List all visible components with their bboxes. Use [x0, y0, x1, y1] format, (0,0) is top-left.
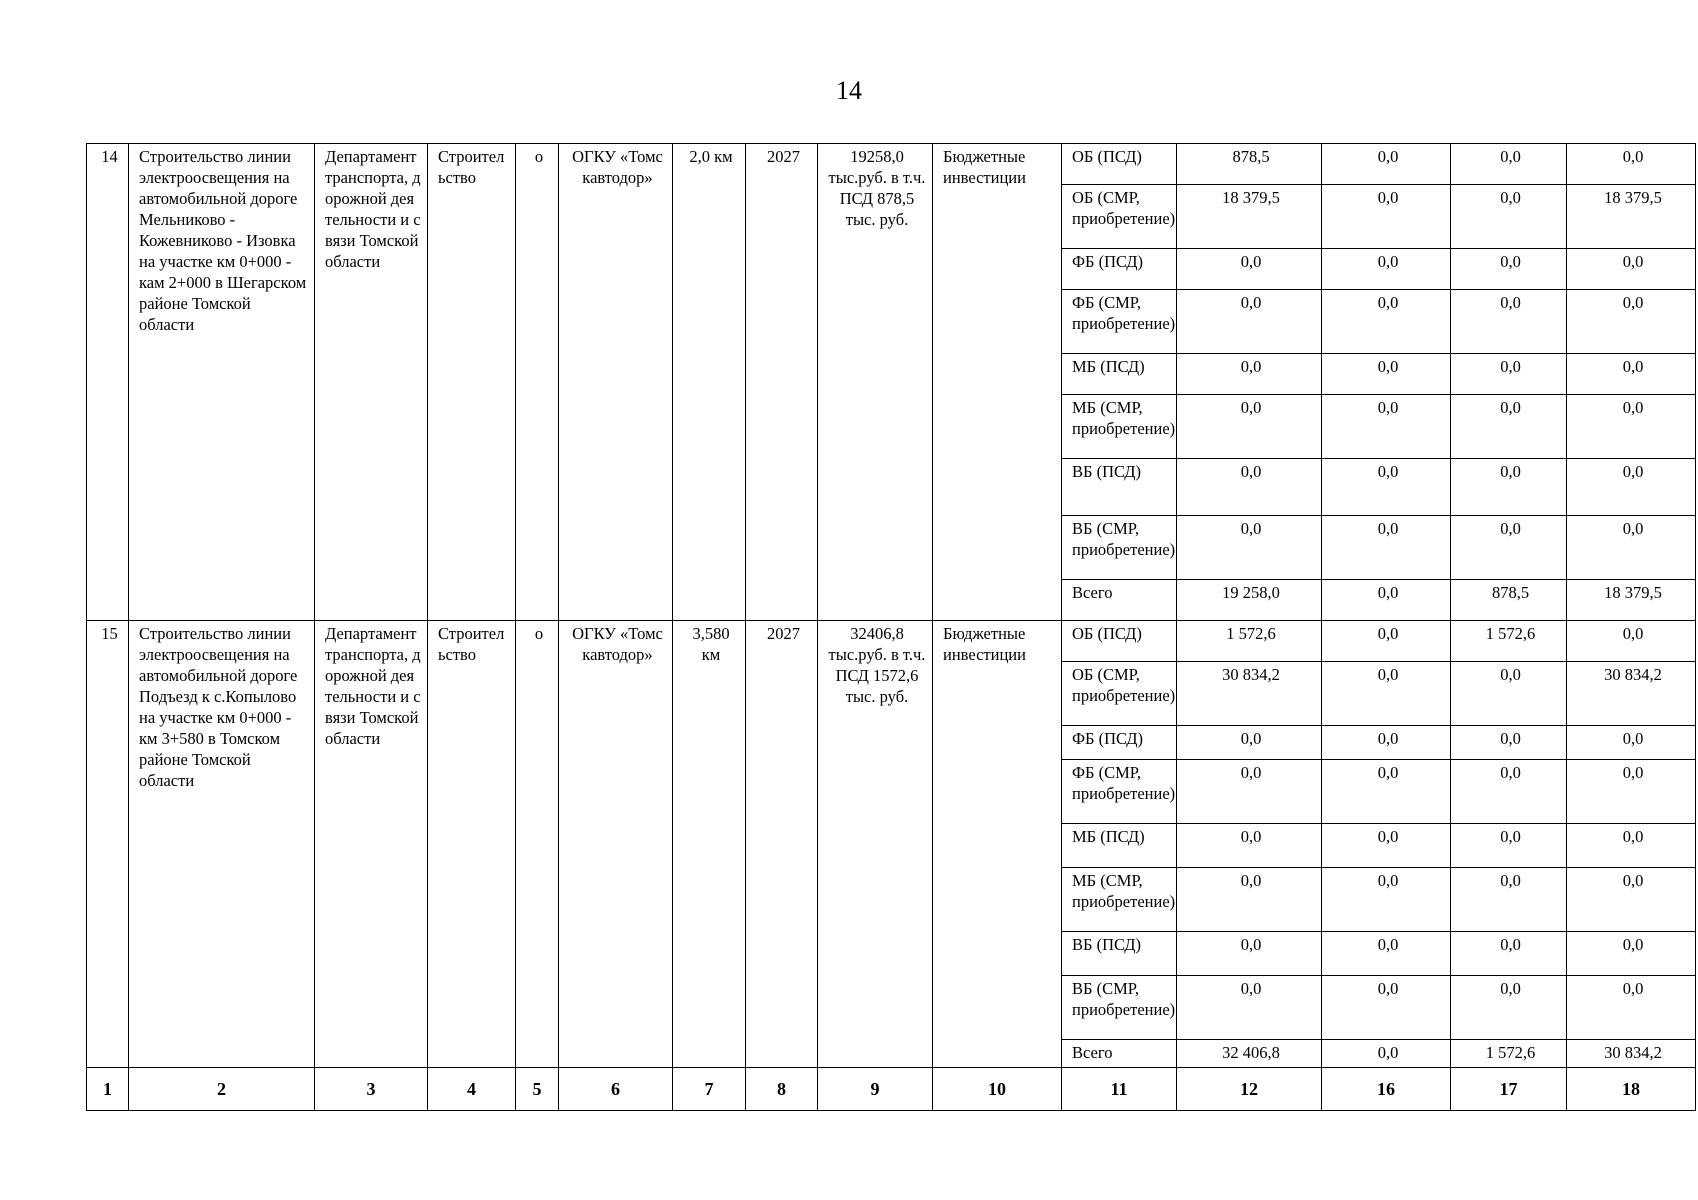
value-col-12: 0,0 — [1177, 976, 1322, 1040]
value-col-18: 30 834,2 — [1567, 662, 1696, 726]
value-col-17: 0,0 — [1451, 760, 1567, 824]
value-col-18: 0,0 — [1567, 760, 1696, 824]
value-col-16: 0,0 — [1322, 932, 1451, 976]
value-col-16: 0,0 — [1322, 976, 1451, 1040]
value-col-18: 0,0 — [1567, 976, 1696, 1040]
work-type: Строительство — [428, 144, 516, 621]
value-col-16: 0,0 — [1322, 726, 1451, 760]
investment-form: Бюджетные инвестиции — [933, 144, 1062, 621]
value-col-16: 0,0 — [1322, 395, 1451, 459]
funding-source: ВБ (ПСД) — [1062, 932, 1177, 976]
value-col-18: 0,0 — [1567, 726, 1696, 760]
funding-source: Всего — [1062, 580, 1177, 621]
value-col-18: 0,0 — [1567, 621, 1696, 662]
capacity: 3,580 км — [673, 621, 746, 1068]
value-col-12: 0,0 — [1177, 290, 1322, 354]
funding-source: ФБ (СМР, приобретение) — [1062, 760, 1177, 824]
value-col-16: 0,0 — [1322, 516, 1451, 580]
column-number: 5 — [516, 1068, 559, 1111]
value-col-12: 0,0 — [1177, 459, 1322, 516]
value-col-12: 30 834,2 — [1177, 662, 1322, 726]
value-col-16: 0,0 — [1322, 354, 1451, 395]
value-col-17: 0,0 — [1451, 824, 1567, 868]
object-name: Строительство линии электроосвещения на автомобильной дороге Подъезд к с.Копылово на участке км 0+000 - км 3+580 в Томском районе Томской области — [129, 621, 315, 1068]
column-number: 6 — [559, 1068, 673, 1111]
investment-table — [86, 143, 1696, 1111]
value-col-17: 0,0 — [1451, 662, 1567, 726]
value-col-17: 0,0 — [1451, 976, 1567, 1040]
value-col-12: 0,0 — [1177, 760, 1322, 824]
value-col-12: 0,0 — [1177, 516, 1322, 580]
investment-form: Бюджетные инвестиции — [933, 621, 1062, 1068]
funding-source: ВБ (СМР, приобретение) — [1062, 516, 1177, 580]
value-col-12: 32 406,8 — [1177, 1040, 1322, 1068]
funding-source: МБ (ПСД) — [1062, 354, 1177, 395]
value-col-17: 0,0 — [1451, 932, 1567, 976]
value-col-16: 0,0 — [1322, 459, 1451, 516]
value-col-18: 18 379,5 — [1567, 580, 1696, 621]
column-number: 16 — [1322, 1068, 1451, 1111]
year: 2027 — [746, 144, 818, 621]
object-name: Строительство линии электроосвещения на автомобильной дороге Мельниково - Кожевниково - Изовка на участке км 0+000 - кам 2+000 в Шегарском районе Томской области — [129, 144, 315, 621]
value-col-12: 0,0 — [1177, 354, 1322, 395]
customer: ОГКУ «Томскавтодор» — [559, 621, 673, 1068]
value-col-18: 0,0 — [1567, 516, 1696, 580]
column-number: 9 — [818, 1068, 933, 1111]
customer: ОГКУ «Томскавтодор» — [559, 144, 673, 621]
year: 2027 — [746, 621, 818, 1068]
value-col-16: 0,0 — [1322, 760, 1451, 824]
value-col-18: 0,0 — [1567, 290, 1696, 354]
column-number: 12 — [1177, 1068, 1322, 1111]
funding-source: ОБ (СМР, приобретение) — [1062, 185, 1177, 249]
value-col-17: 0,0 — [1451, 354, 1567, 395]
value-col-17: 0,0 — [1451, 395, 1567, 459]
column-number: 7 — [673, 1068, 746, 1111]
funding-source: ФБ (ПСД) — [1062, 726, 1177, 760]
value-col-18: 0,0 — [1567, 395, 1696, 459]
value-col-17: 0,0 — [1451, 144, 1567, 185]
value-col-16: 0,0 — [1322, 290, 1451, 354]
value-col-18: 30 834,2 — [1567, 1040, 1696, 1068]
value-col-17: 1 572,6 — [1451, 621, 1567, 662]
estimated-cost: 19258,0 тыс.руб. в т.ч. ПСД 878,5 тыс. руб. — [818, 144, 933, 621]
value-col-12: 0,0 — [1177, 824, 1322, 868]
funding-source: ВБ (ПСД) — [1062, 459, 1177, 516]
work-type: Строительство — [428, 621, 516, 1068]
column-number: 3 — [315, 1068, 428, 1111]
funding-source: ФБ (ПСД) — [1062, 249, 1177, 290]
funding-source: ФБ (СМР, приобретение) — [1062, 290, 1177, 354]
value-col-16: 0,0 — [1322, 662, 1451, 726]
table-row — [87, 621, 1696, 662]
value-col-17: 0,0 — [1451, 726, 1567, 760]
value-col-18: 0,0 — [1567, 868, 1696, 932]
value-col-16: 0,0 — [1322, 824, 1451, 868]
value-col-17: 0,0 — [1451, 185, 1567, 249]
value-col-18: 0,0 — [1567, 354, 1696, 395]
value-col-18: 0,0 — [1567, 932, 1696, 976]
column-5-value: о — [516, 621, 559, 1068]
value-col-16: 0,0 — [1322, 621, 1451, 662]
funding-source: ОБ (ПСД) — [1062, 621, 1177, 662]
column-number: 10 — [933, 1068, 1062, 1111]
value-col-12: 19 258,0 — [1177, 580, 1322, 621]
responsible-department: Департамент транспорта, дорожной деятельности и связи Томской области — [315, 144, 428, 621]
row-number: 15 — [87, 621, 129, 1068]
column-number: 4 — [428, 1068, 516, 1111]
funding-source: МБ (СМР, приобретение) — [1062, 395, 1177, 459]
value-col-17: 0,0 — [1451, 290, 1567, 354]
row-number: 14 — [87, 144, 129, 621]
value-col-16: 0,0 — [1322, 185, 1451, 249]
value-col-18: 18 379,5 — [1567, 185, 1696, 249]
value-col-18: 0,0 — [1567, 249, 1696, 290]
column-number: 11 — [1062, 1068, 1177, 1111]
funding-source: МБ (ПСД) — [1062, 824, 1177, 868]
estimated-cost: 32406,8 тыс.руб. в т.ч. ПСД 1572,6 тыс. руб. — [818, 621, 933, 1068]
value-col-17: 1 572,6 — [1451, 1040, 1567, 1068]
value-col-12: 18 379,5 — [1177, 185, 1322, 249]
value-col-17: 0,0 — [1451, 868, 1567, 932]
value-col-16: 0,0 — [1322, 868, 1451, 932]
column-number: 8 — [746, 1068, 818, 1111]
column-number: 18 — [1567, 1068, 1696, 1111]
column-number: 2 — [129, 1068, 315, 1111]
value-col-18: 0,0 — [1567, 459, 1696, 516]
value-col-16: 0,0 — [1322, 1040, 1451, 1068]
value-col-16: 0,0 — [1322, 249, 1451, 290]
value-col-16: 0,0 — [1322, 580, 1451, 621]
column-5-value: о — [516, 144, 559, 621]
column-number: 1 — [87, 1068, 129, 1111]
value-col-12: 0,0 — [1177, 932, 1322, 976]
value-col-12: 0,0 — [1177, 726, 1322, 760]
value-col-12: 1 572,6 — [1177, 621, 1322, 662]
value-col-17: 0,0 — [1451, 516, 1567, 580]
value-col-12: 0,0 — [1177, 395, 1322, 459]
value-col-16: 0,0 — [1322, 144, 1451, 185]
responsible-department: Департамент транспорта, дорожной деятельности и связи Томской области — [315, 621, 428, 1068]
value-col-12: 0,0 — [1177, 868, 1322, 932]
funding-source: ОБ (СМР, приобретение) — [1062, 662, 1177, 726]
page-number: 14 — [836, 76, 862, 105]
value-col-17: 0,0 — [1451, 459, 1567, 516]
value-col-18: 0,0 — [1567, 824, 1696, 868]
capacity: 2,0 км — [673, 144, 746, 621]
value-col-12: 878,5 — [1177, 144, 1322, 185]
column-number: 17 — [1451, 1068, 1567, 1111]
column-number-row — [87, 1068, 1696, 1111]
funding-source: ОБ (ПСД) — [1062, 144, 1177, 185]
value-col-17: 0,0 — [1451, 249, 1567, 290]
funding-source: Всего — [1062, 1040, 1177, 1068]
funding-source: МБ (СМР, приобретение) — [1062, 868, 1177, 932]
funding-source: ВБ (СМР, приобретение) — [1062, 976, 1177, 1040]
value-col-17: 878,5 — [1451, 580, 1567, 621]
table-row — [87, 144, 1696, 185]
value-col-18: 0,0 — [1567, 144, 1696, 185]
value-col-12: 0,0 — [1177, 249, 1322, 290]
